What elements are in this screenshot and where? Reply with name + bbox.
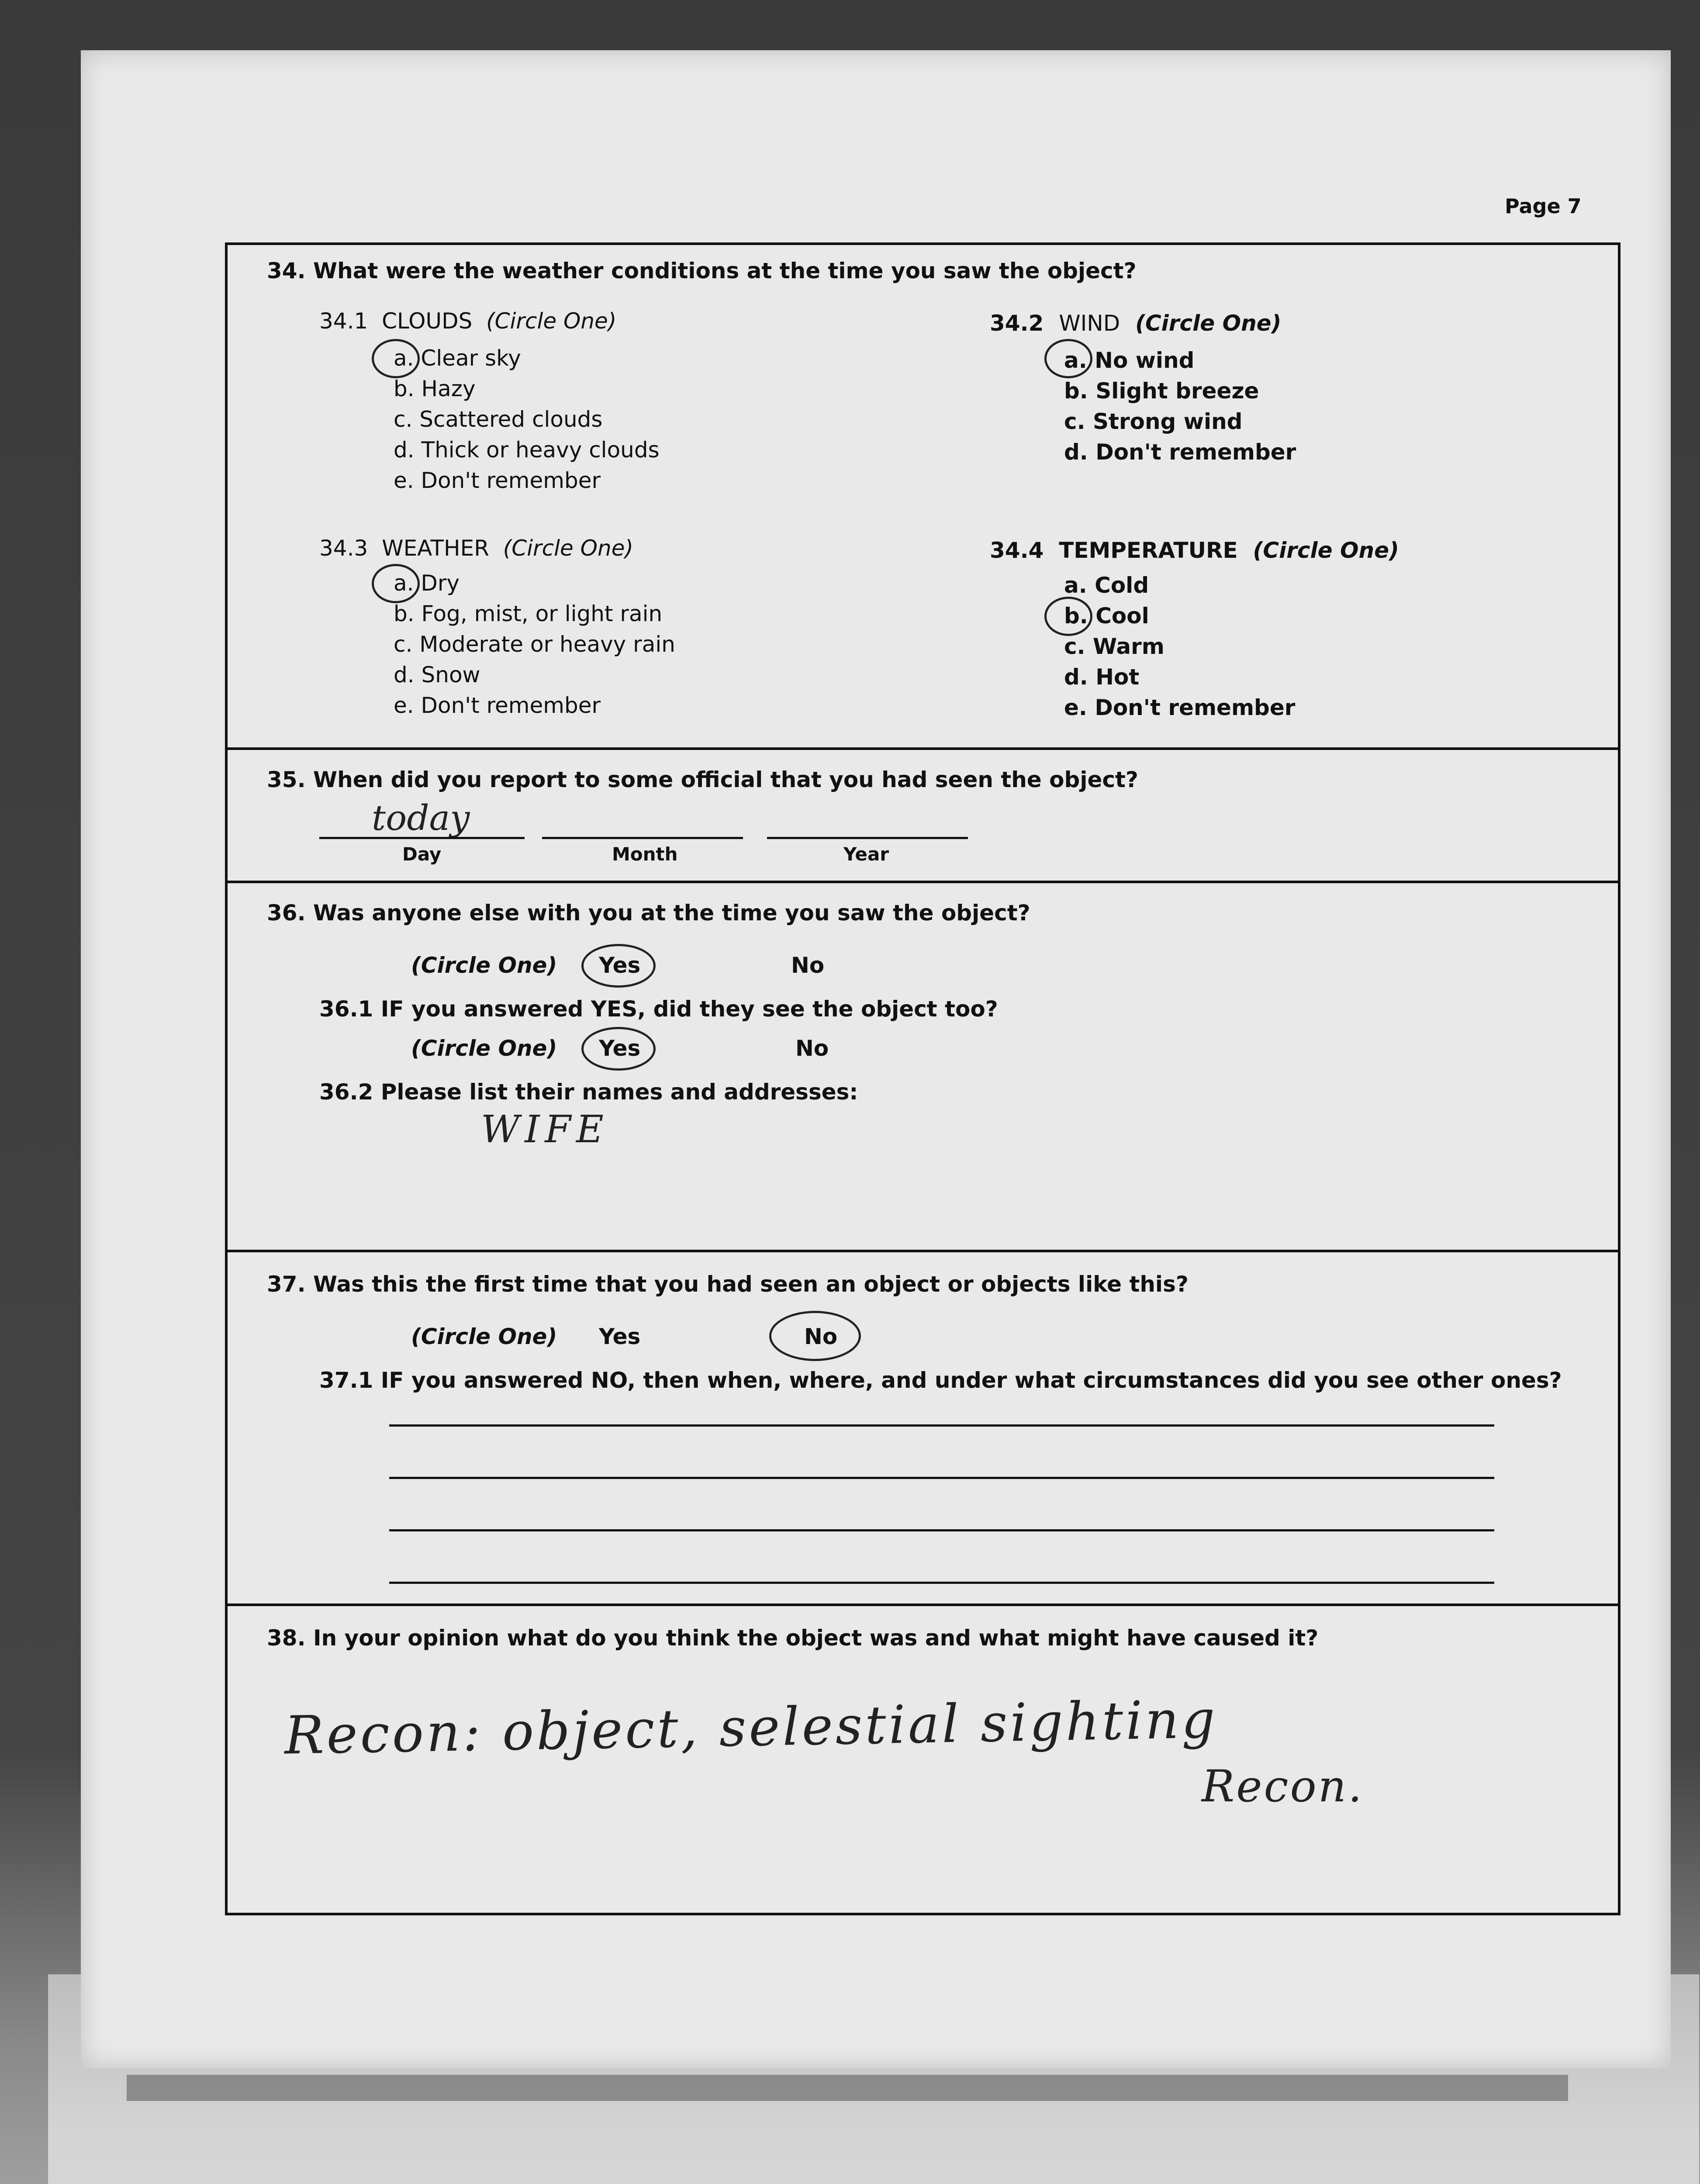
q36-yes-option[interactable]: Yes bbox=[599, 953, 641, 978]
q35-month-line[interactable] bbox=[542, 837, 743, 839]
wind-number: 34.2 bbox=[990, 311, 1044, 336]
q36-2-question: 36.2 Please list their names and addresses: bbox=[319, 1079, 858, 1105]
weather-option-d[interactable]: d. Snow bbox=[394, 662, 480, 688]
temperature-option-d[interactable]: d. Hot bbox=[1064, 664, 1140, 690]
temperature-option-a[interactable]: a. Cold bbox=[1064, 573, 1149, 598]
wind-instruction: (Circle One) bbox=[1135, 311, 1282, 336]
q35-day-label: Day bbox=[402, 843, 442, 865]
q36-1-no-option[interactable]: No bbox=[795, 1036, 829, 1061]
q36-1-question: 36.1 IF you answered YES, did they see the object too? bbox=[319, 996, 998, 1022]
q37-1-answer-line-3[interactable] bbox=[389, 1529, 1494, 1531]
temperature-option-e[interactable]: e. Don't remember bbox=[1064, 695, 1296, 720]
q37-no-circle bbox=[769, 1311, 861, 1361]
q36-1-instruction: (Circle One) bbox=[411, 1036, 557, 1061]
clouds-option-e[interactable]: e. Don't remember bbox=[394, 468, 601, 493]
q37-1-answer-line-1[interactable] bbox=[389, 1424, 1494, 1427]
divider-35-36 bbox=[228, 881, 1618, 883]
q36-1-yes-option[interactable]: Yes bbox=[599, 1036, 641, 1061]
wind-title: WIND bbox=[1059, 311, 1120, 336]
q35-question: 35. When did you report to some official that you had seen the object? bbox=[267, 767, 1138, 792]
weather-number: 34.3 bbox=[319, 536, 368, 561]
q36-1-yes-circle bbox=[581, 1027, 656, 1071]
q38-handwritten-answer: Recon: object, selestial sighting bbox=[283, 1689, 1218, 1766]
q37-yes-option[interactable]: Yes bbox=[599, 1324, 641, 1349]
q37-1-answer-line-4[interactable] bbox=[389, 1582, 1494, 1584]
weather-title: WEATHER bbox=[382, 536, 489, 561]
clouds-option-a[interactable]: a. Clear sky bbox=[394, 346, 521, 371]
wind-option-a[interactable]: a. No wind bbox=[1064, 348, 1195, 373]
divider-36-37 bbox=[228, 1250, 1618, 1252]
q37-question: 37. Was this the first time that you had seen an object or objects like this? bbox=[267, 1272, 1189, 1297]
temperature-header bbox=[990, 538, 1399, 563]
temperature-option-b[interactable]: b. Cool bbox=[1064, 603, 1149, 629]
q37-1-question: 37.1 IF you answered NO, then when, where, and under what circumstances did you see other ones? bbox=[319, 1368, 1562, 1393]
q35-year-label: Year bbox=[843, 843, 889, 865]
wind-option-b[interactable]: b. Slight breeze bbox=[1064, 378, 1259, 404]
temperature-number: 34.4 bbox=[990, 538, 1044, 563]
questionnaire-form bbox=[225, 242, 1621, 1915]
q35-year-line[interactable] bbox=[767, 837, 968, 839]
wind-option-d[interactable]: d. Don't remember bbox=[1064, 439, 1296, 465]
q38-question: 38. In your opinion what do you think the object was and what might have caused it? bbox=[267, 1625, 1319, 1651]
clouds-header bbox=[319, 308, 616, 334]
wind-header bbox=[990, 311, 1281, 336]
wind-answer-circle bbox=[1044, 339, 1092, 378]
q37-no-option[interactable]: No bbox=[804, 1324, 838, 1349]
q35-day-handwriting: today bbox=[372, 798, 470, 838]
weather-option-b[interactable]: b. Fog, mist, or light rain bbox=[394, 601, 663, 626]
paper-edge-shadow bbox=[127, 2075, 1568, 2101]
q38-handwritten-answer-2: Recon. bbox=[1202, 1761, 1364, 1812]
q36-no-option[interactable]: No bbox=[791, 953, 825, 978]
clouds-instruction: (Circle One) bbox=[486, 308, 617, 334]
q35-day-line[interactable] bbox=[319, 837, 525, 839]
weather-option-e[interactable]: e. Don't remember bbox=[394, 693, 601, 718]
clouds-number: 34.1 bbox=[319, 308, 368, 334]
q36-instruction: (Circle One) bbox=[411, 953, 557, 978]
q36-question: 36. Was anyone else with you at the time you saw the object? bbox=[267, 900, 1030, 926]
q36-yes-circle bbox=[581, 944, 656, 988]
weather-header bbox=[319, 536, 633, 561]
temperature-title: TEMPERATURE bbox=[1059, 538, 1238, 563]
clouds-option-c[interactable]: c. Scattered clouds bbox=[394, 407, 603, 432]
clouds-answer-circle bbox=[372, 339, 420, 378]
q37-1-answer-line-2[interactable] bbox=[389, 1477, 1494, 1479]
weather-option-c[interactable]: c. Moderate or heavy rain bbox=[394, 632, 675, 657]
temperature-option-c[interactable]: c. Warm bbox=[1064, 634, 1164, 659]
clouds-option-d[interactable]: d. Thick or heavy clouds bbox=[394, 437, 660, 463]
q34-question: 34. What were the weather conditions at the time you saw the object? bbox=[267, 258, 1137, 283]
q37-instruction: (Circle One) bbox=[411, 1324, 557, 1349]
clouds-option-b[interactable]: b. Hazy bbox=[394, 376, 476, 401]
temperature-instruction: (Circle One) bbox=[1253, 538, 1399, 563]
weather-instruction: (Circle One) bbox=[503, 536, 633, 561]
q36-2-handwritten-answer: WIFE bbox=[481, 1108, 609, 1151]
page-number: Page 7 bbox=[1505, 194, 1582, 218]
weather-option-a[interactable]: a. Dry bbox=[394, 570, 460, 596]
divider-37-38 bbox=[228, 1603, 1618, 1606]
wind-option-c[interactable]: c. Strong wind bbox=[1064, 409, 1243, 434]
clouds-title: CLOUDS bbox=[382, 308, 473, 334]
q35-month-label: Month bbox=[612, 843, 678, 865]
weather-answer-circle bbox=[372, 564, 420, 603]
divider-34-35 bbox=[228, 747, 1618, 750]
form-page bbox=[81, 50, 1671, 2068]
temperature-answer-circle bbox=[1044, 597, 1092, 636]
